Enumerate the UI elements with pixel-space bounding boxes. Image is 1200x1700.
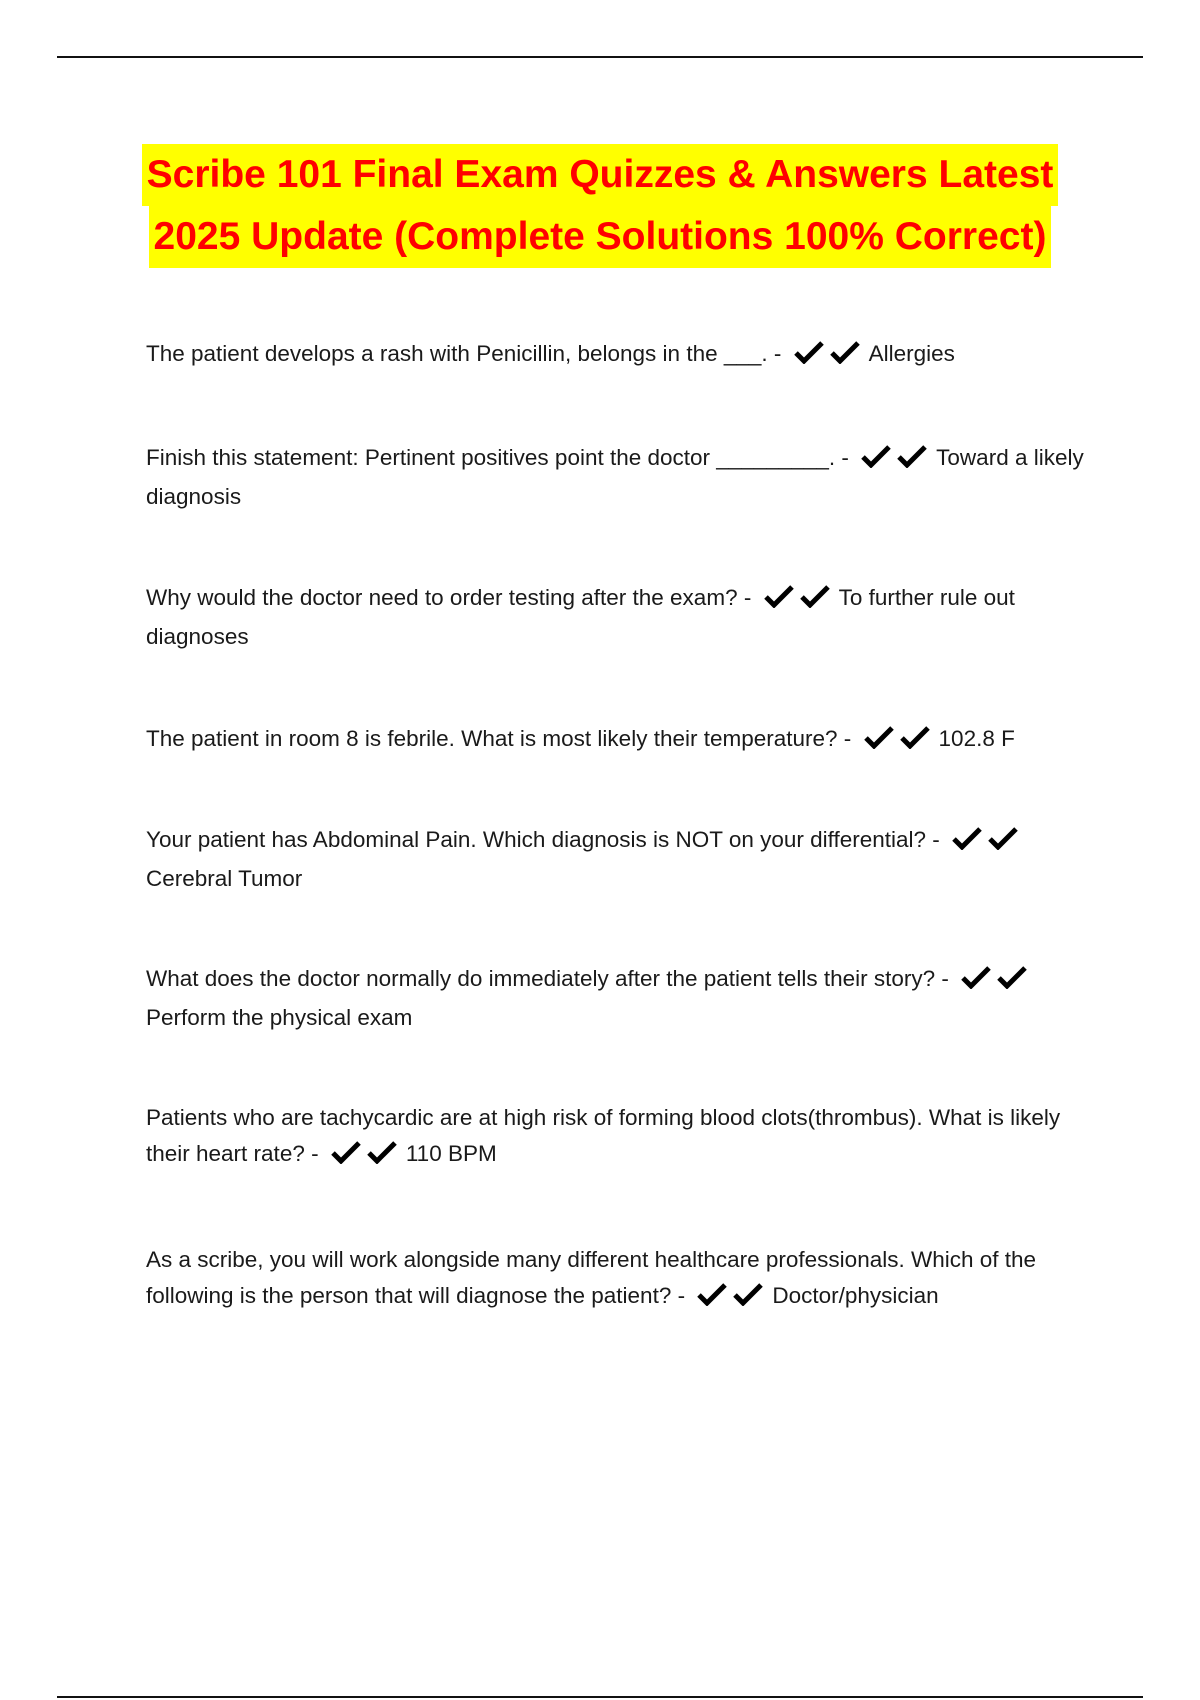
title-line-2: 2025 Update (Complete Solutions 100% Correct)	[149, 206, 1052, 268]
checkmark-icon	[897, 444, 927, 468]
question-text: Finish this statement: Pertinent positives point the doctor _________.	[146, 445, 836, 470]
checkmark-icon	[961, 965, 991, 989]
question-text: As a scribe, you will work alongside many different healthcare professionals. Which of the following is the person that will diagnose the patient?	[146, 1247, 1037, 1308]
answer-separator: -	[926, 827, 947, 852]
answer-text: Cerebral Tumor	[146, 866, 303, 891]
answer-text: 102.8 F	[938, 726, 1015, 751]
qa-item	[146, 721, 1086, 760]
checkmark-icon	[988, 826, 1018, 850]
answer-text: Doctor/physician	[772, 1283, 939, 1308]
checkmark-icon	[900, 725, 930, 749]
double-checkmark-icon	[864, 724, 936, 760]
checkmark-icon	[861, 444, 891, 468]
checkmark-icon	[800, 584, 830, 608]
checkmark-icon	[697, 1282, 727, 1306]
double-checkmark-icon	[697, 1281, 769, 1317]
qa-item	[146, 1242, 1086, 1317]
qa-item	[146, 580, 1086, 655]
checkmark-icon	[764, 584, 794, 608]
double-checkmark-icon	[861, 443, 933, 479]
checkmark-icon	[952, 826, 982, 850]
answer-text: Perform the physical exam	[146, 1005, 413, 1030]
checkmark-icon	[367, 1140, 397, 1164]
footer-rule	[57, 1696, 1143, 1698]
double-checkmark-icon	[794, 339, 866, 375]
checkmark-icon	[864, 725, 894, 749]
question-text: Why would the doctor need to order testing after the exam?	[146, 585, 738, 610]
double-checkmark-icon	[331, 1139, 403, 1175]
checkmark-icon	[331, 1140, 361, 1164]
question-text: The patient develops a rash with Penicillin, belongs in the ___.	[146, 341, 768, 366]
qa-item	[146, 336, 1086, 375]
answer-separator: -	[935, 966, 956, 991]
answer-text: To further rule out diagnoses	[146, 585, 1015, 649]
checkmark-icon	[997, 965, 1027, 989]
checkmark-icon	[830, 340, 860, 364]
double-checkmark-icon	[952, 825, 1024, 861]
double-checkmark-icon	[764, 583, 836, 619]
answer-text: 110 BPM	[405, 1141, 497, 1166]
qa-item	[146, 961, 1086, 1036]
answer-text: Allergies	[868, 341, 955, 366]
checkmark-icon	[794, 340, 824, 364]
answer-separator: -	[737, 585, 758, 610]
question-text: Your patient has Abdominal Pain. Which diagnosis is NOT on your differential?	[146, 827, 927, 852]
header-rule	[57, 56, 1143, 58]
answer-separator: -	[671, 1283, 692, 1308]
title-line-1: Scribe 101 Final Exam Quizzes & Answers Latest	[142, 144, 1059, 206]
answer-separator: -	[304, 1141, 325, 1166]
question-text: What does the doctor normally do immediately after the patient tells their story?	[146, 966, 936, 991]
answer-separator: -	[835, 445, 856, 470]
question-text: Patients who are tachycardic are at high risk of forming blood clots(thrombus). What is likely their heart rate?	[146, 1105, 1061, 1166]
answer-separator: -	[767, 341, 788, 366]
question-text: The patient in room 8 is febrile. What is most likely their temperature?	[146, 726, 838, 751]
qa-item	[146, 822, 1086, 897]
checkmark-icon	[733, 1282, 763, 1306]
answer-separator: -	[837, 726, 858, 751]
double-checkmark-icon	[961, 964, 1033, 1000]
qa-item	[146, 1100, 1086, 1175]
answer-text: Toward a likely diagnosis	[146, 445, 1084, 509]
qa-item	[146, 440, 1086, 515]
document-title	[0, 144, 1200, 268]
